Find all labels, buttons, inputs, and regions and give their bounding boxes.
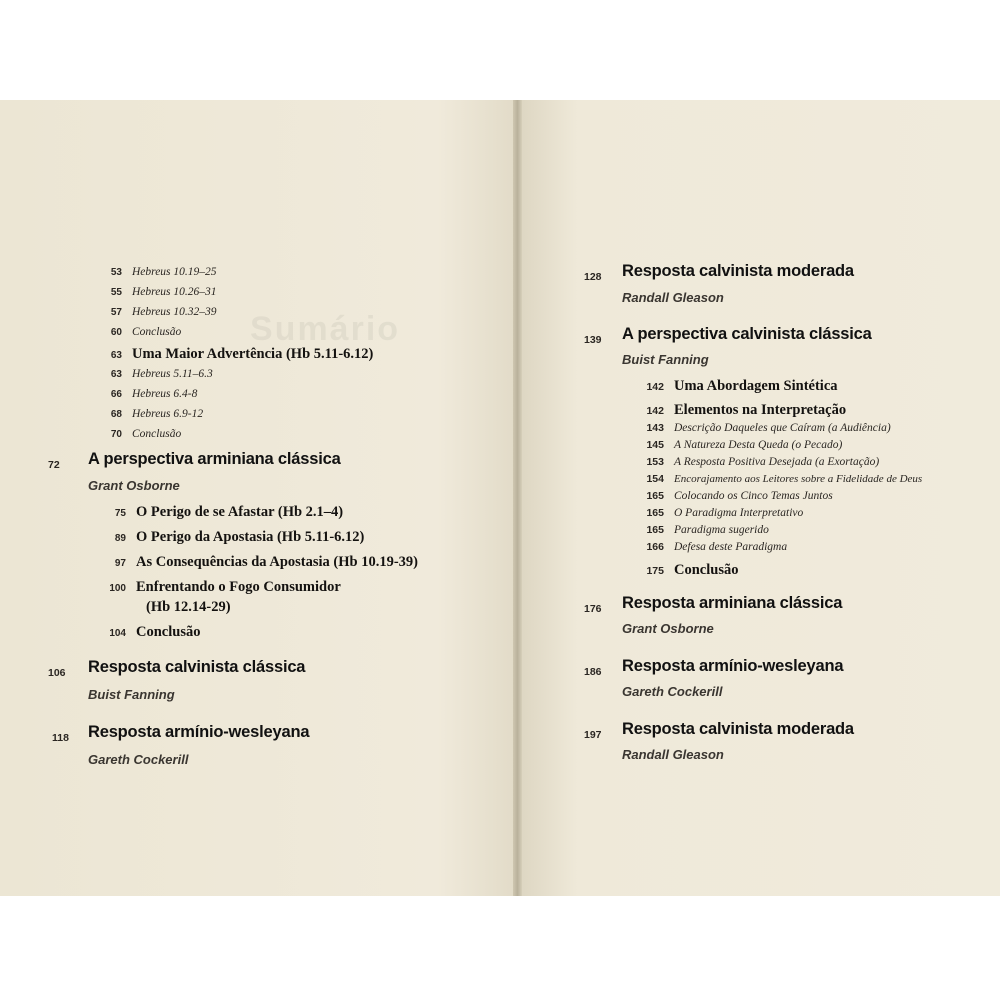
entry-page: 60 xyxy=(110,327,122,338)
entry-title: Hebreus 5.11–6.3 xyxy=(132,368,213,380)
toc-subentry xyxy=(100,388,197,400)
toc-section xyxy=(636,562,738,579)
entry-title: Colocando os Cinco Temas Juntos xyxy=(674,490,833,502)
entry-page: 68 xyxy=(110,409,122,420)
chapter-title: Resposta armínio-wesleyana xyxy=(88,723,310,741)
book-gutter xyxy=(513,100,522,896)
chapter-author: Gareth Cockerill xyxy=(622,684,723,699)
chapter-title: Resposta calvinista clássica xyxy=(88,658,306,676)
entry-page: 142 xyxy=(646,381,664,393)
chapter-author: Buist Fanning xyxy=(88,687,175,702)
chapter-author: Randall Gleason xyxy=(622,290,724,305)
toc-subentry xyxy=(636,473,922,485)
toc-subentry xyxy=(636,507,803,519)
entry-page: 55 xyxy=(110,287,122,298)
entry-page: 57 xyxy=(110,307,122,318)
chapter-page: 186 xyxy=(584,666,602,678)
entry-title: Elementos na Interpretação xyxy=(674,402,847,418)
chapter-page: 197 xyxy=(584,729,602,741)
entry-page: 89 xyxy=(114,533,126,544)
toc-subentry xyxy=(636,541,787,553)
entry-page: 142 xyxy=(646,405,664,417)
toc-section xyxy=(100,554,418,571)
chapter-title: A perspectiva calvinista clássica xyxy=(622,325,872,343)
entry-title: A Resposta Positiva Desejada (a Exortação) xyxy=(674,456,880,468)
entry-title: Conclusão xyxy=(132,326,182,338)
toc-section xyxy=(100,529,364,546)
entry-title: Conclusão xyxy=(132,428,182,440)
entry-title: Conclusão xyxy=(136,624,201,640)
entry-title-continued: (Hb 12.14-29) xyxy=(146,599,231,615)
toc-section xyxy=(100,346,373,363)
entry-title: Enfrentando o Fogo Consumidor xyxy=(136,579,341,595)
entry-title: Hebreus 6.9-12 xyxy=(132,408,204,420)
entry-page: 63 xyxy=(110,350,122,361)
entry-title: O Perigo da Apostasia (Hb 5.11-6.12) xyxy=(136,529,365,545)
toc-subentry xyxy=(636,490,833,502)
toc-section xyxy=(100,624,200,641)
entry-title: Hebreus 10.32–39 xyxy=(132,306,217,318)
chapter-author: Randall Gleason xyxy=(622,747,724,762)
entry-page: 166 xyxy=(646,541,664,553)
chapter-title: Resposta calvinista moderada xyxy=(622,720,854,738)
entry-page: 175 xyxy=(646,565,664,577)
chapter-author: Buist Fanning xyxy=(622,352,709,367)
entry-title: Hebreus 10.26–31 xyxy=(132,286,217,298)
entry-title: As Consequências da Apostasia (Hb 10.19-39) xyxy=(136,554,418,570)
entry-title: Encorajamento aos Leitores sobre a Fidelidade de Deus xyxy=(674,473,923,485)
chapter-page: 139 xyxy=(584,334,602,346)
chapter-author: Gareth Cockerill xyxy=(88,752,189,767)
toc-subentry xyxy=(100,428,181,440)
entry-title: Defesa deste Paradigma xyxy=(674,541,788,553)
entry-title: Paradigma sugerido xyxy=(674,524,769,536)
show-through-title: Sumário xyxy=(250,310,401,348)
entry-title: Uma Abordagem Sintética xyxy=(674,378,838,394)
entry-page: 100 xyxy=(109,583,126,594)
toc-subentry xyxy=(100,368,213,380)
toc-subentry xyxy=(636,439,842,451)
entry-page: 165 xyxy=(646,507,664,519)
entry-title: Descrição Daqueles que Caíram (a Audiência) xyxy=(674,422,891,434)
toc-subentry xyxy=(636,456,879,468)
entry-title: A Natureza Desta Queda (o Pecado) xyxy=(674,439,843,451)
entry-title: O Paradigma Interpretativo xyxy=(674,507,804,519)
toc-subentry xyxy=(100,286,217,298)
entry-page: 70 xyxy=(110,429,122,440)
chapter-page: 118 xyxy=(52,732,69,744)
chapter-title: A perspectiva arminiana clássica xyxy=(88,450,341,468)
entry-page: 145 xyxy=(646,439,664,451)
chapter-page: 176 xyxy=(584,603,602,615)
entry-page: 104 xyxy=(109,628,126,639)
entry-page: 63 xyxy=(110,369,122,380)
chapter-title: Resposta armínio-wesleyana xyxy=(622,657,844,675)
entry-page: 143 xyxy=(646,422,664,434)
toc-subentry xyxy=(100,266,217,278)
chapter-author: Grant Osborne xyxy=(88,478,180,493)
toc-section xyxy=(636,402,846,419)
toc-subentry xyxy=(636,422,891,434)
entry-title: O Perigo de se Afastar (Hb 2.1–4) xyxy=(136,504,344,520)
entry-page: 75 xyxy=(114,508,126,519)
toc-subentry xyxy=(100,326,181,338)
chapter-title: Resposta calvinista moderada xyxy=(622,262,854,280)
toc-subentry xyxy=(636,524,769,536)
chapter-page: 72 xyxy=(48,459,60,471)
toc-section xyxy=(636,378,838,395)
toc-section xyxy=(100,504,343,521)
chapter-title: Resposta arminiana clássica xyxy=(622,594,843,612)
entry-page: 53 xyxy=(110,267,122,278)
toc-subentry xyxy=(100,306,217,318)
chapter-page: 128 xyxy=(584,271,602,283)
toc-section xyxy=(100,579,341,596)
entry-title: Conclusão xyxy=(674,562,739,578)
entry-page: 153 xyxy=(646,456,664,468)
toc-subentry xyxy=(100,408,203,420)
chapter-page: 106 xyxy=(48,667,66,679)
entry-page: 97 xyxy=(114,558,126,569)
entry-page: 66 xyxy=(110,389,122,400)
chapter-author: Grant Osborne xyxy=(622,621,714,636)
entry-title: Hebreus 6.4-8 xyxy=(132,388,198,400)
left-page xyxy=(0,100,515,896)
entry-title: Uma Maior Advertência (Hb 5.11-6.12) xyxy=(132,346,374,362)
entry-page: 165 xyxy=(646,490,664,502)
entry-page: 165 xyxy=(646,524,664,536)
entry-title: Hebreus 10.19–25 xyxy=(132,266,217,278)
entry-page: 154 xyxy=(646,473,664,485)
